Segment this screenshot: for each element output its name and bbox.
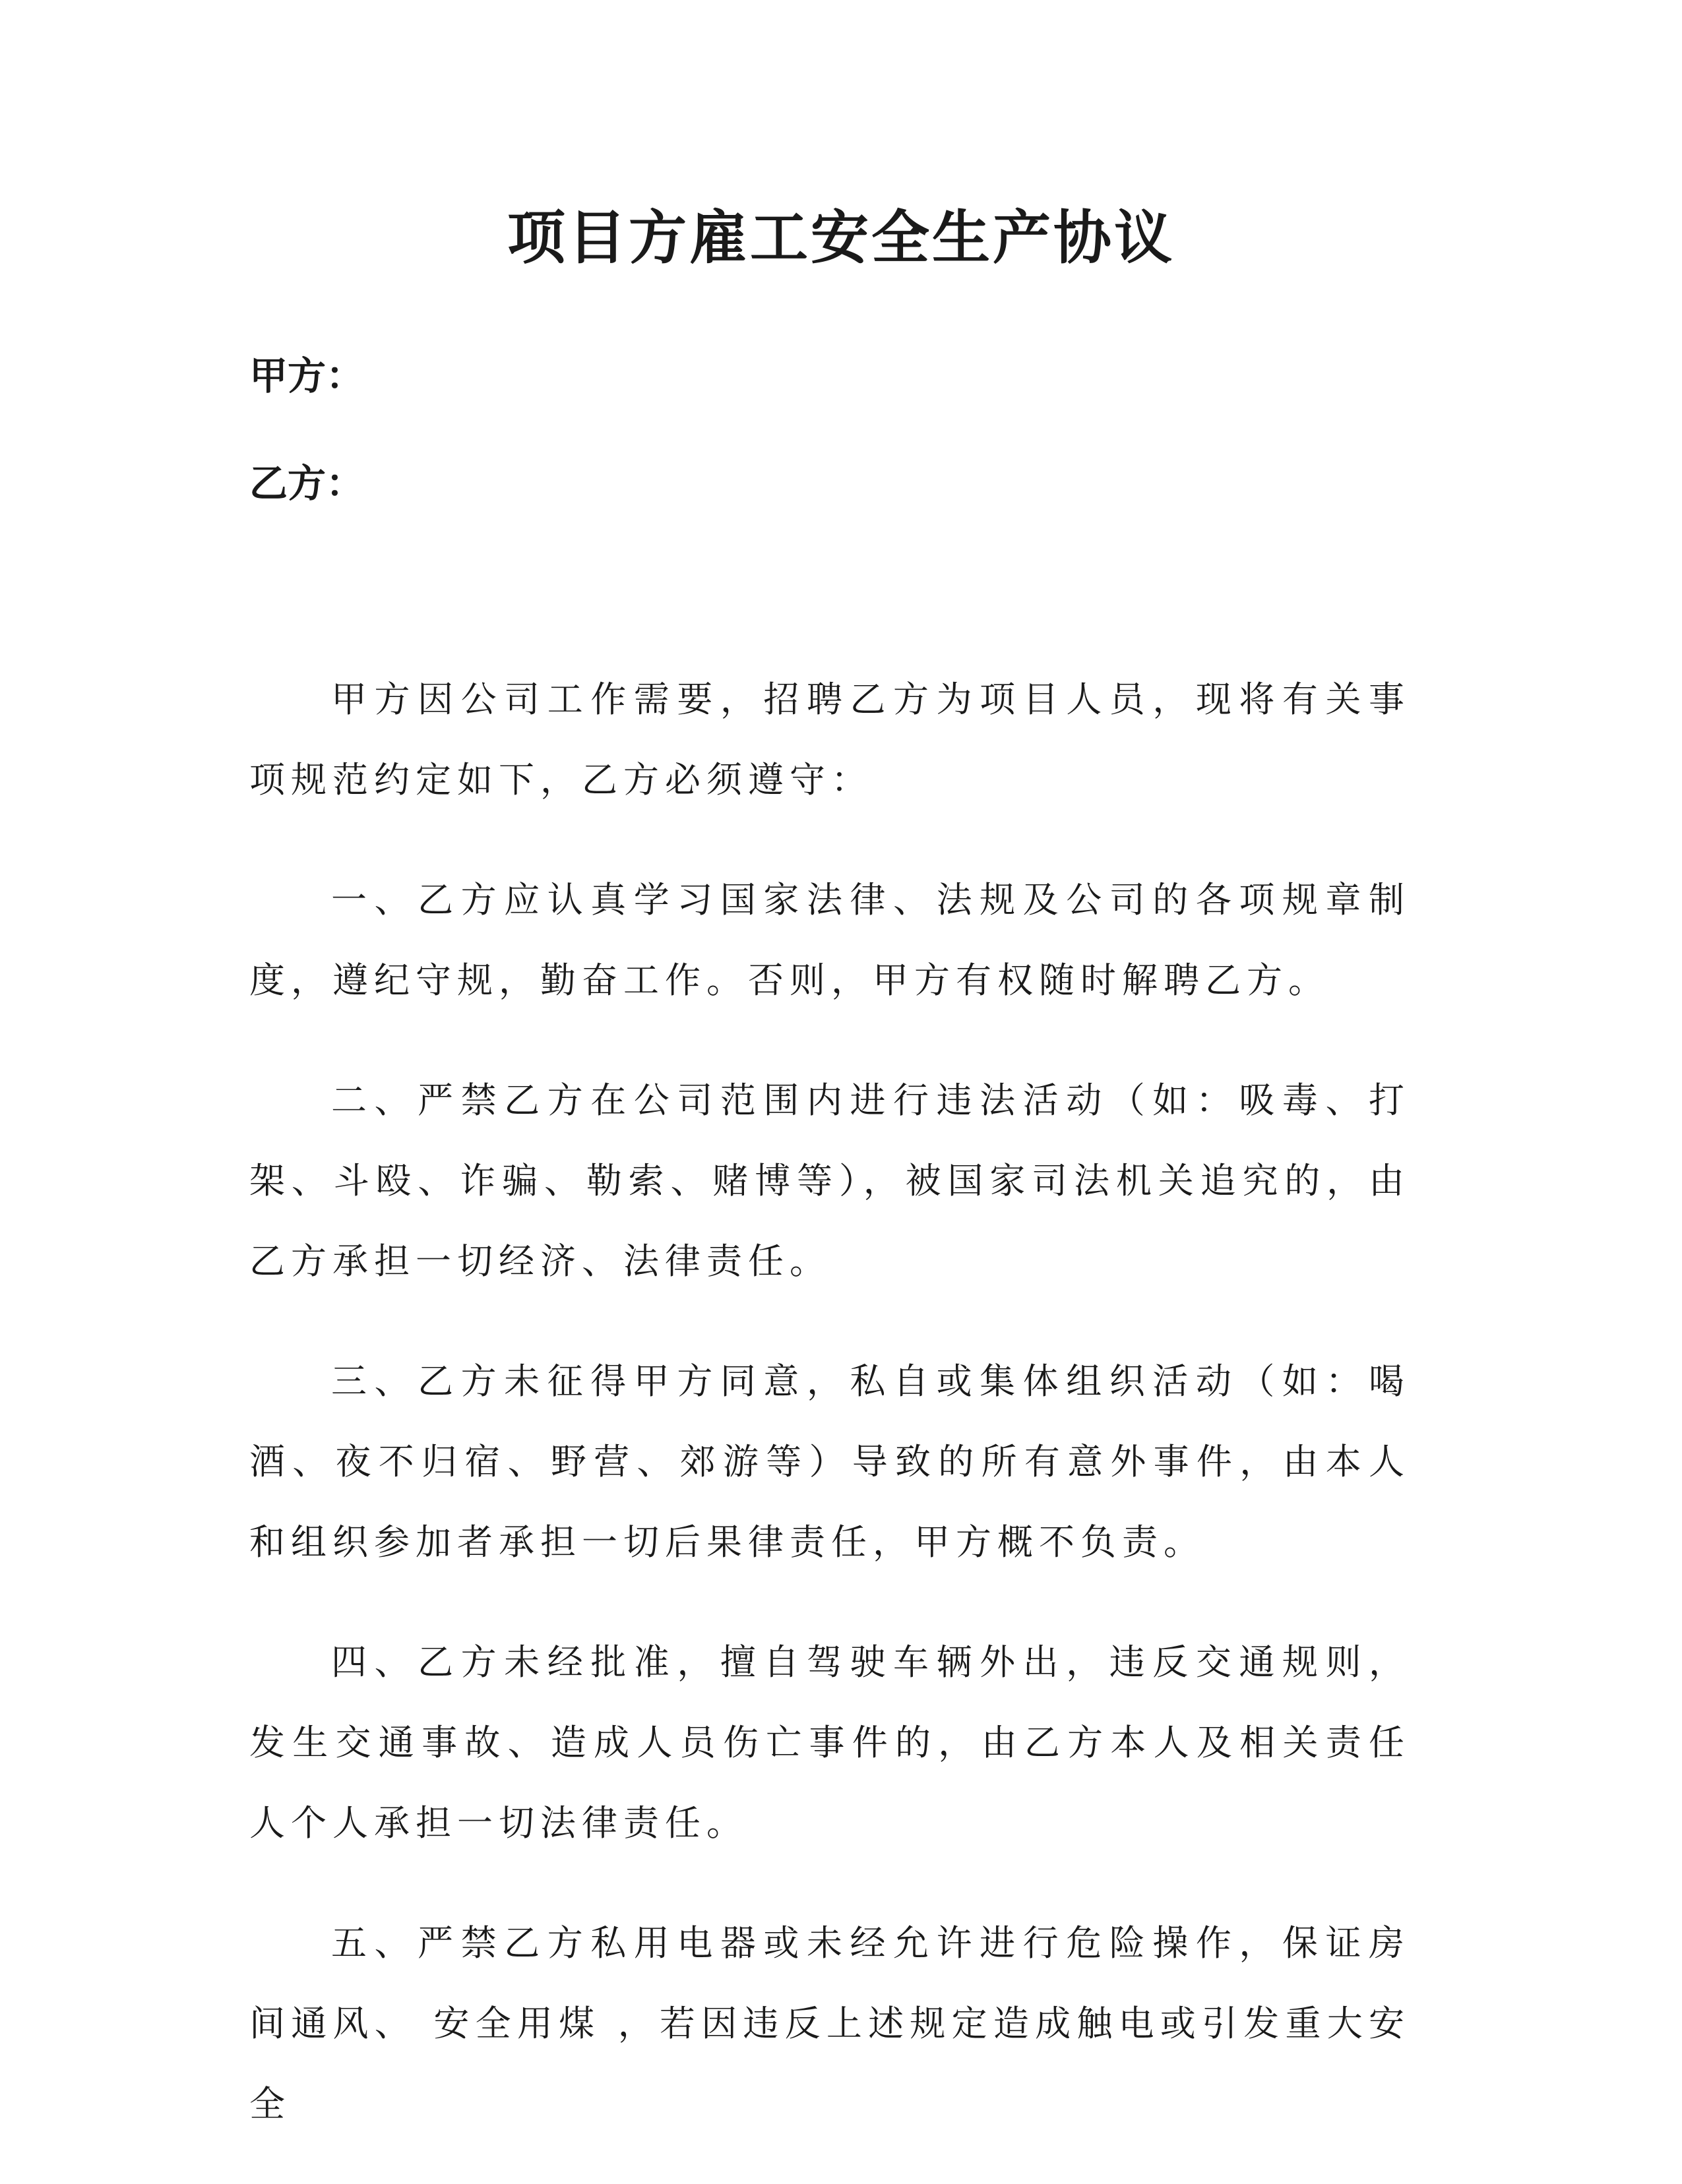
- agreement-body: [249, 659, 1410, 2184]
- clause-5-paragraph: 五、严禁乙方私用电器或未经允许进行危险操作，保证房间通风、 安全用煤 ，若因违反上述规定造成触电或引发重大安全: [249, 1922, 1410, 2125]
- clause-2-paragraph: 二、严禁乙方在公司范围内进行违法活动（如：吸毒、打架、斗殴、诈骗、勒索、赌博等），被国家司法机关追究的，由乙方承担一切经济、法律责任。: [249, 1079, 1410, 1282]
- intro-paragraph: 甲方因公司工作需要，招聘乙方为项目人员，现将有关事项规范约定如下，乙方必须遵守：: [249, 679, 1410, 801]
- clause-4-paragraph: 四、乙方未经批准，擅自驾驶车辆外出，违反交通规则，发生交通事故、造成人员伤亡事件的，由乙方本人及相关责任人个人承担一切法律责任。: [249, 1641, 1410, 1844]
- clause-1-paragraph: 一、乙方应认真学习国家法律、法规及公司的各项规章制度，遵纪守规，勤奋工作。否则，甲方有权随时解聘乙方。: [249, 879, 1410, 1001]
- party-a-label: 甲方：: [249, 353, 365, 398]
- clause-3-paragraph: 三、乙方未征得甲方同意，私自或集体组织活动（如：喝酒、夜不归宿、野营、郊游等）导致的所有意外事件，由本人和组织参加者承担一切后果律责任，甲方概不负责。: [249, 1360, 1410, 1563]
- party-b-label: 乙方：: [249, 461, 365, 506]
- document-title: 项目方雇工安全生产协议: [507, 203, 1175, 272]
